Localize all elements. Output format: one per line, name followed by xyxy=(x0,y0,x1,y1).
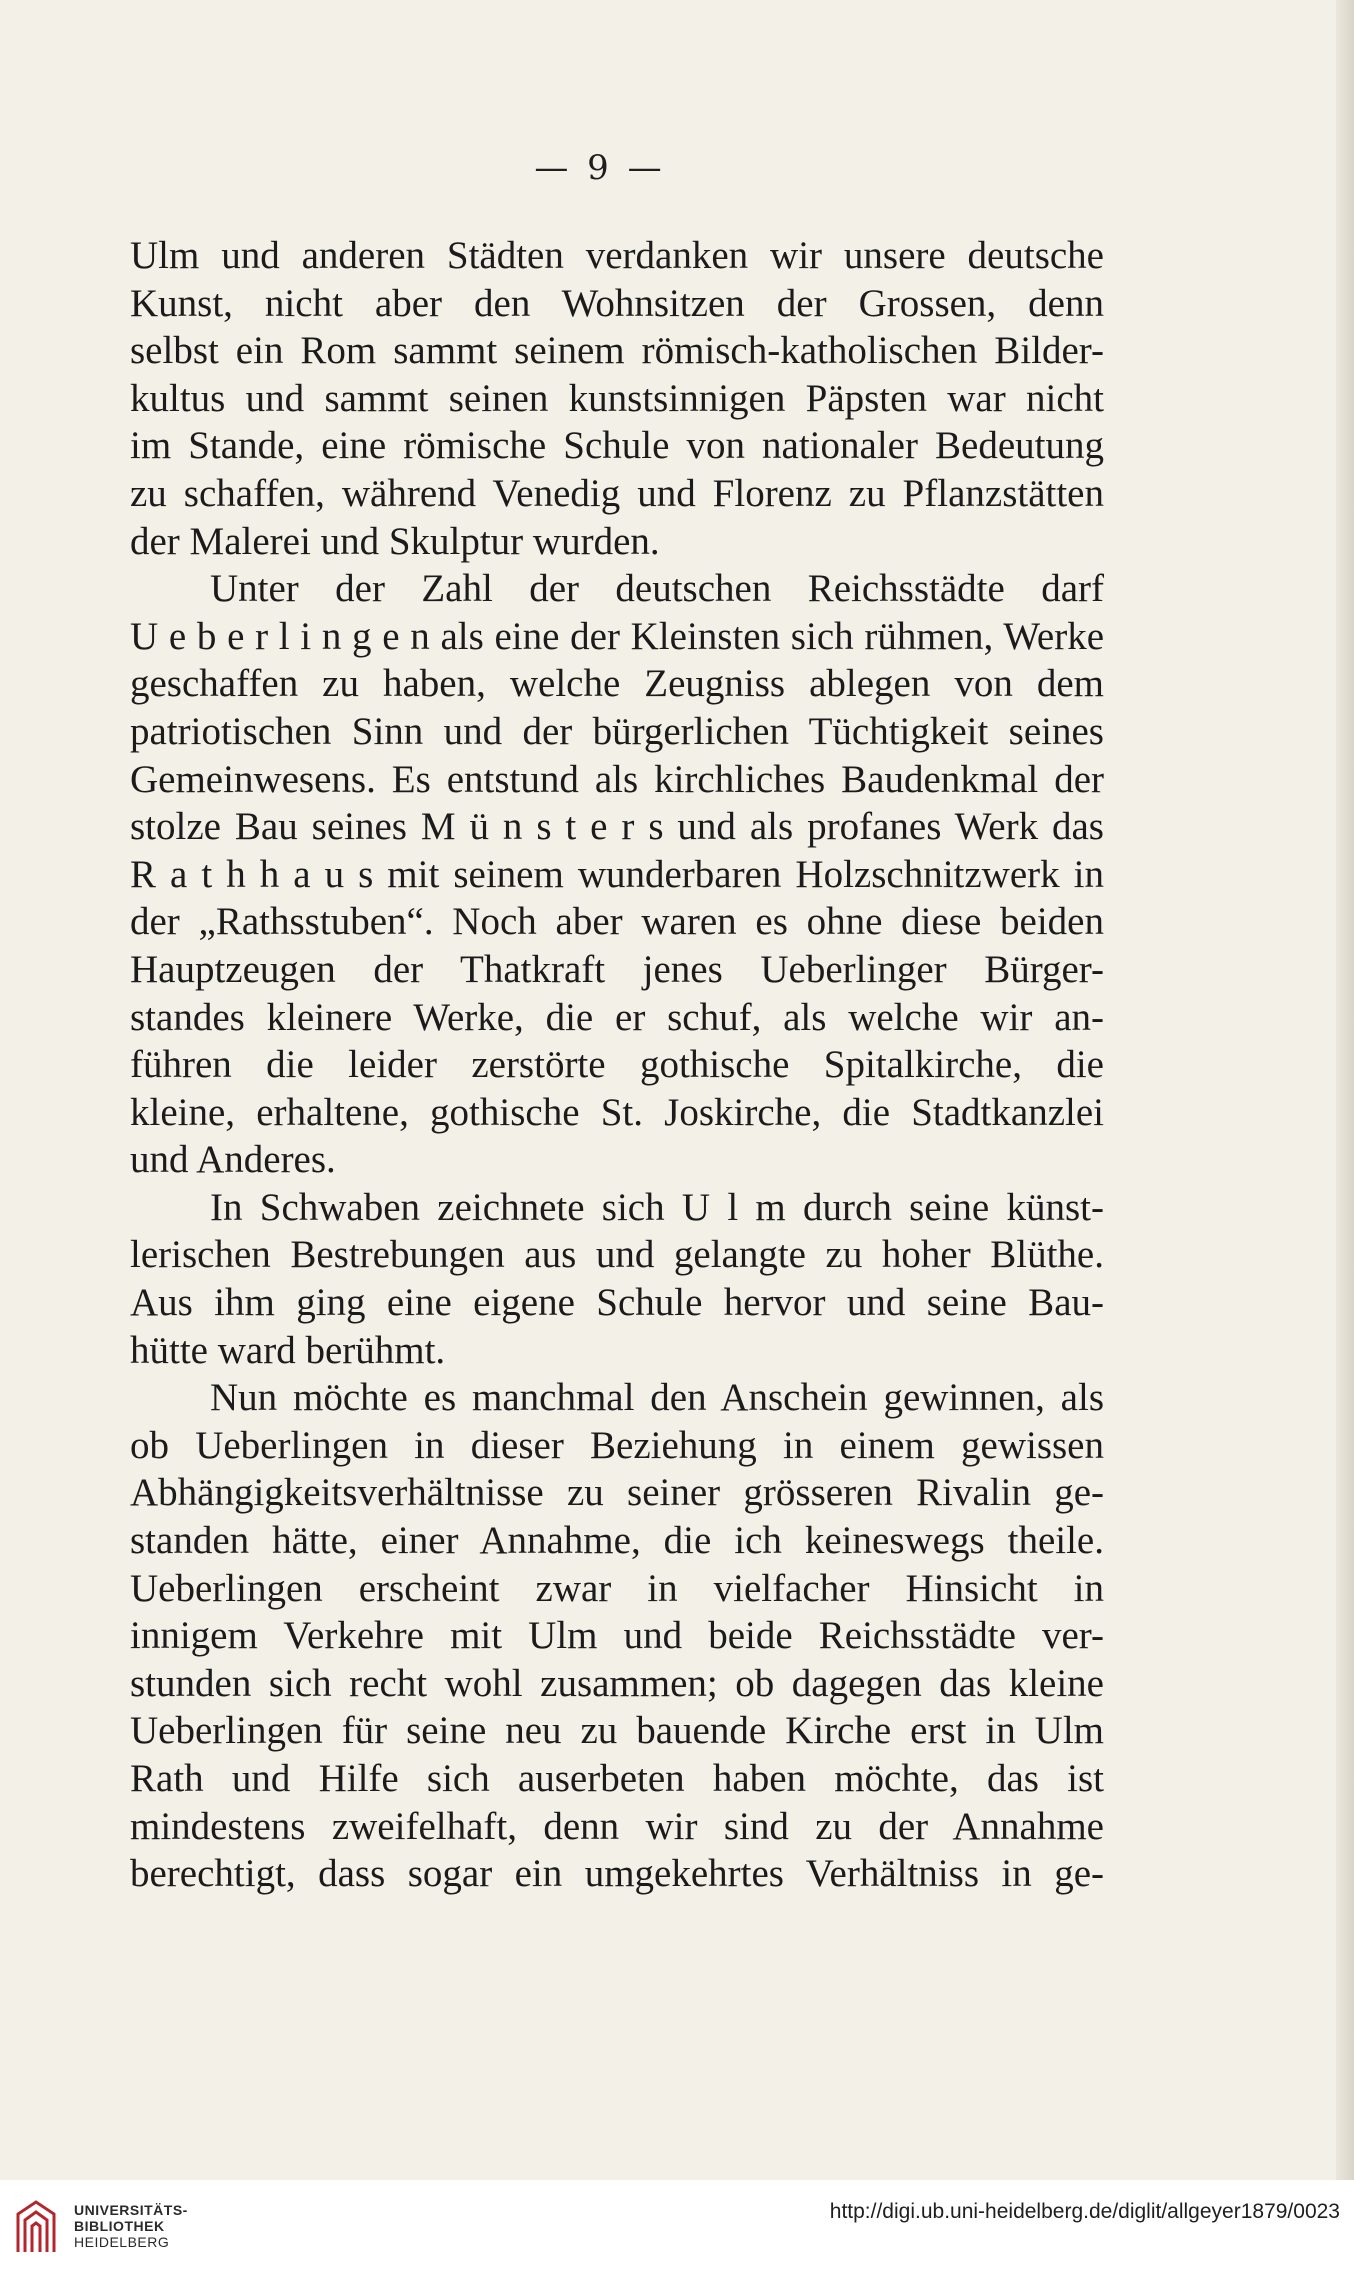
text-line: Hauptzeugen der Thatkraft jenes Ueberlinger Bürger- xyxy=(130,947,1104,991)
text-line: Ulm und anderen Städten verdanken wir unsere deutsche xyxy=(130,234,1104,277)
text-line: der Malerei und Skulptur wurden. xyxy=(130,519,660,563)
text-line: hütte ward berühmt. xyxy=(130,1328,446,1372)
text-line: berechtigt, dass sogar ein umgekehrtes Verhältniss in ge- xyxy=(130,1852,1104,1896)
text-line: stolze Bau seines M ü n s t e r s und als profanes Werk das xyxy=(130,805,1104,849)
footer xyxy=(0,2180,1354,2280)
text-line: mindestens zweifelhaft, denn wir sind zu der Annahme xyxy=(130,1804,1104,1848)
text-line: R a t h h a u s mit seinem wunderbaren Holzschnitzwerk in xyxy=(130,852,1104,896)
text-line: Gemeinwesens. Es entstund als kirchliches Baudenkmal der xyxy=(130,757,1104,801)
text-line: Abhängigkeitsverhältnisse zu seiner grösseren Rivalin ge- xyxy=(130,1471,1104,1515)
text-line: kultus und sammt seinen kunstsinnigen Päpsten war nicht xyxy=(130,376,1104,420)
text-line: innigem Verkehre mit Ulm und beide Reichsstädte ver- xyxy=(130,1614,1104,1658)
text-line: Nun möchte es manchmal den Anschein gewinnen, als xyxy=(210,1376,1104,1420)
paper-edge xyxy=(1336,0,1354,2180)
heidelberg-library-logo-icon[interactable] xyxy=(14,2198,58,2256)
text-line: Kunst, nicht aber den Wohnsitzen der Grossen, denn xyxy=(130,281,1104,325)
library-name-line-2: BIBLIOTHEK xyxy=(74,2218,165,2234)
library-name-line-3: HEIDELBERG xyxy=(74,2234,170,2250)
text-line: führen die leider zerstörte gothische Spitalkirche, die xyxy=(130,1043,1104,1087)
text-line: Unter der Zahl der deutschen Reichsstädte darf xyxy=(210,567,1104,611)
text-line: ob Ueberlingen in dieser Beziehung in einem gewissen xyxy=(130,1423,1104,1467)
text-line: stunden sich recht wohl zusammen; ob dagegen das kleine xyxy=(130,1661,1104,1705)
text-line: Aus ihm ging eine eigene Schule hervor und seine Bau- xyxy=(130,1281,1104,1325)
text-line: kleine, erhaltene, gothische St. Joskirche, die Stadtkanzlei xyxy=(130,1090,1104,1134)
text-line: lerischen Bestrebungen aus und gelangte zu hoher Blüthe. xyxy=(130,1233,1104,1277)
text-line: der „Rathsstuben“. Noch aber waren es ohne diese beiden xyxy=(130,900,1104,944)
text-line: U e b e r l i n g e n als eine der Kleinsten sich rühmen, Werke xyxy=(130,614,1104,658)
text-line: standen hätte, einer Annahme, die ich keineswegs theile. xyxy=(130,1519,1104,1563)
text-line: im Stande, eine römische Schule von nationaler Bedeutung xyxy=(130,424,1104,468)
text-line: Rath und Hilfe sich auserbeten haben möchte, das ist xyxy=(130,1757,1104,1800)
text-line: zu schaffen, während Venedig und Florenz zu Pflanzstätten xyxy=(130,471,1104,515)
text-line: Ueberlingen erscheint zwar in vielfacher Hinsicht in xyxy=(130,1566,1104,1610)
library-name-line-1: UNIVERSITÄTS- xyxy=(74,2202,188,2218)
text-line: standes kleinere Werke, die er schuf, als welche wir an- xyxy=(130,995,1104,1039)
text-line: patriotischen Sinn und der bürgerlichen Tüchtigkeit seines xyxy=(130,709,1104,753)
library-name[interactable] xyxy=(74,2202,188,2250)
text-line: In Schwaben zeichnete sich U l m durch seine künst- xyxy=(210,1185,1104,1229)
text-line: und Anderes. xyxy=(130,1138,336,1182)
body-text xyxy=(130,232,1104,1898)
page-number: — 9 — xyxy=(534,148,666,188)
text-line: selbst ein Rom sammt seinem römisch-katholischen Bilder- xyxy=(130,329,1104,373)
text-line: geschaffen zu haben, welche Zeugniss ablegen von dem xyxy=(130,662,1104,706)
text-line: Ueberlingen für seine neu zu bauende Kirche erst in Ulm xyxy=(130,1709,1104,1753)
source-url-link[interactable]: http://digi.ub.uni-heidelberg.de/diglit/allgeyer1879/0023 xyxy=(829,2200,1340,2223)
